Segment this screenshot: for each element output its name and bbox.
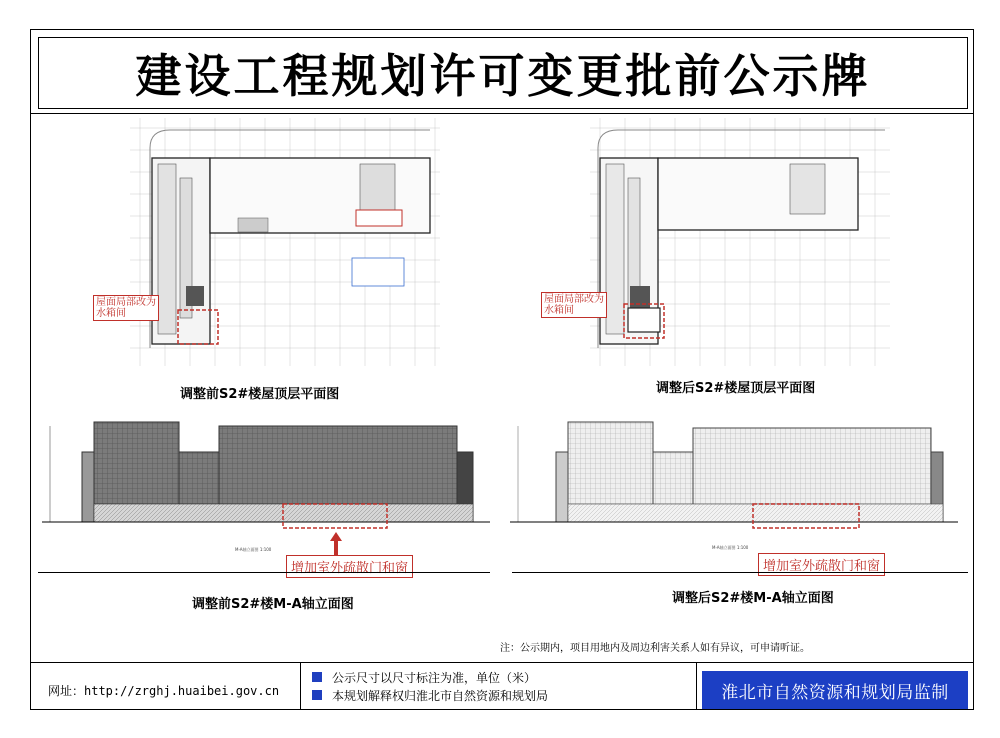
page-title: 建设工程规划许可变更批前公示牌 <box>135 49 871 103</box>
footer-bullet-text: 本规划解释权归淮北市自然资源和规划局 <box>332 688 549 703</box>
footer-divider <box>30 662 974 663</box>
footer-bullet-text: 公示尺寸以尺寸标注为准，单位（米） <box>332 670 537 685</box>
title-box <box>38 37 968 109</box>
elevation-before-callout: 增加室外疏散门和窗 <box>286 555 413 578</box>
elevation-before-baseline <box>38 572 490 573</box>
footer-bullets <box>312 668 548 704</box>
elevation-before-drawing <box>42 418 490 530</box>
footer-divider-left <box>300 662 301 710</box>
elevation-after-scale-label: M-A轴立面图 1:100 <box>712 545 749 550</box>
elevation-before-scale-label: M-A轴立面图 1:100 <box>235 547 272 552</box>
objection-note: 注：公示期内，项目用地内及周边利害关系人如有异议，可申请听证。 <box>500 643 810 654</box>
elevation-after-caption: 调整后S2#楼M-A轴立面图 <box>672 591 834 606</box>
elevation-after-callout: 增加室外疏散门和窗 <box>758 553 885 576</box>
arrow-up-icon <box>326 530 346 558</box>
bullet-square-icon <box>312 690 322 700</box>
title-divider <box>30 113 974 114</box>
plan-before-callout: 屋面局部改为水箱间 <box>93 295 159 321</box>
plan-after-drawing <box>590 118 890 366</box>
footer-bullet-2 <box>312 686 548 704</box>
elevation-after-drawing <box>510 418 958 530</box>
footer-bullet-1 <box>312 668 548 686</box>
plan-after-caption: 调整后S2#楼屋顶层平面图 <box>656 381 816 396</box>
plan-before-caption: 调整前S2#楼屋顶层平面图 <box>180 387 340 402</box>
elevation-before-caption: 调整前S2#楼M-A轴立面图 <box>192 597 354 612</box>
website-text: 网址：http://zrghj.huaibei.gov.cn <box>48 683 280 698</box>
authority-banner: 淮北市自然资源和规划局监制 <box>702 671 968 709</box>
elevation-after-baseline <box>512 572 968 573</box>
footer-divider-right <box>696 662 697 710</box>
plan-before-drawing <box>130 118 440 366</box>
plan-after-callout: 屋面局部改为水箱间 <box>541 292 607 318</box>
bullet-square-icon <box>312 672 322 682</box>
